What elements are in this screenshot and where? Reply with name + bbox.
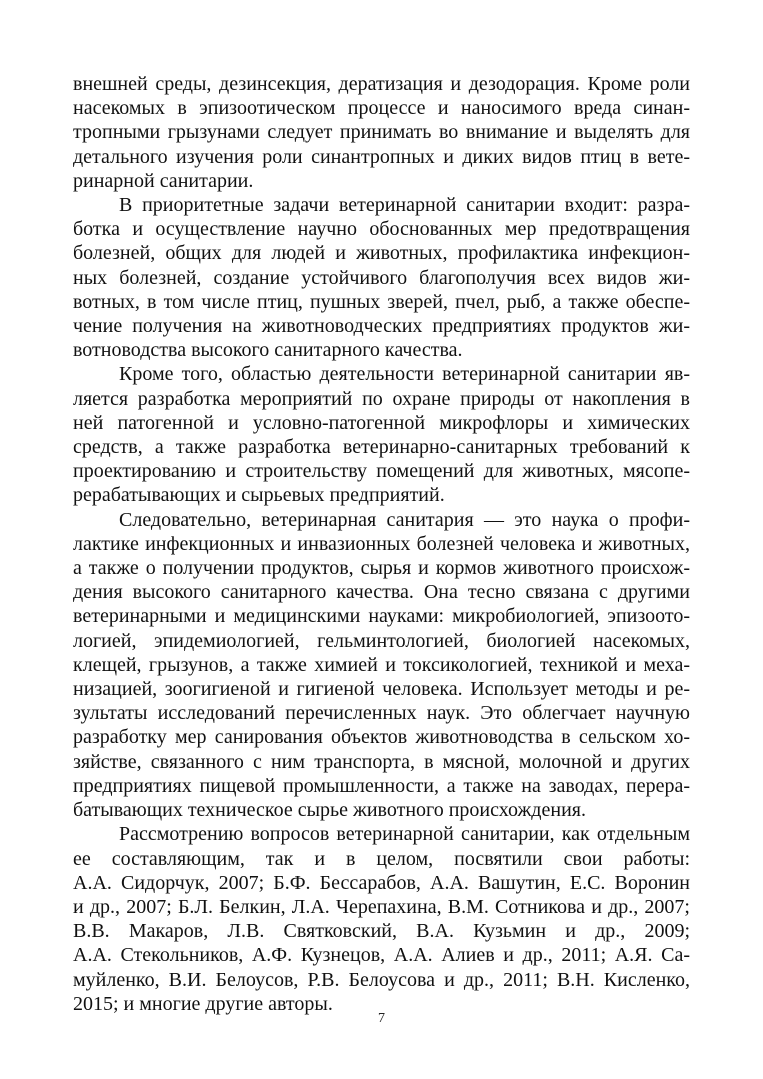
text-line: зяйстве, связанного с ним транспорта, в мясной, молочной и других bbox=[73, 750, 690, 773]
text-line: ветеринарными и медицинскими науками: микробиологией, эпизоото- bbox=[73, 605, 690, 628]
text-line: детального изучения роли синантропных и диких видов птиц в вете- bbox=[73, 145, 690, 168]
page-number: 7 bbox=[378, 1011, 385, 1026]
text-line: ринарной санитарии. bbox=[73, 169, 254, 192]
text-line: ных болезней, создание устойчивого благополучия всех видов жи- bbox=[73, 266, 690, 289]
text-line: 2015; и многие другие авторы. bbox=[73, 992, 333, 1015]
text-line: насекомых в эпизоотическом процессе и наносимого вреда синан- bbox=[73, 97, 690, 120]
text-line: рерабатывающих и сырьевых предприятий. bbox=[73, 484, 445, 507]
text-line: ляется разработка мероприятий по охране природы от накопления в bbox=[73, 387, 690, 410]
text-line: болезней, общих для людей и животных, профилактика инфекцион- bbox=[73, 242, 690, 265]
text-line: лактике инфекционных и инвазионных болезней человека и животных, bbox=[73, 532, 690, 555]
text-line: ее составляющим, так и в целом, посвятили свои работы: bbox=[73, 847, 690, 870]
text-line: батывающих техническое сырье животного происхождения. bbox=[73, 799, 586, 822]
paragraph-2 bbox=[73, 193, 690, 362]
text-line: внешней среды, дезинсекция, дератизация и дезодорация. Кроме роли bbox=[73, 73, 690, 95]
text-line: логией, эпидемиологией, гельминтологией, биологией насекомых, bbox=[73, 629, 690, 652]
paragraph-5 bbox=[73, 822, 690, 1016]
text-line: А.А. Сидорчук, 2007; Б.Ф. Бессарабов, А.А. Вашутин, Е.С. Воронин bbox=[73, 871, 690, 894]
text-line: вотноводства высокого санитарного качества. bbox=[73, 339, 463, 362]
text-line: вотных, в том числе птиц, пушных зверей, пчел, рыб, а также обеспе- bbox=[73, 290, 690, 313]
text-line: Рассмотрению вопросов ветеринарной санитарии, как отдельным bbox=[119, 823, 690, 846]
text-line: и др., 2007; Б.Л. Белкин, Л.А. Черепахина, В.М. Сотникова и др., 2007; bbox=[73, 895, 690, 918]
text-line: А.А. Стекольников, А.Ф. Кузнецов, А.А. Алиев и др., 2011; А.Я. Са- bbox=[73, 944, 690, 967]
text-line: Следовательно, ветеринарная санитария — это наука о профи- bbox=[119, 508, 690, 531]
text-line: разработку мер санирования объектов животноводства в сельском хо- bbox=[73, 726, 690, 749]
text-line: зультаты исследований перечисленных наук. Это облегчает научную bbox=[73, 702, 690, 725]
text-line: В приоритетные задачи ветеринарной санитарии входит: разра- bbox=[119, 194, 690, 217]
text-line: средств, а также разработка ветеринарно-санитарных требований к bbox=[73, 436, 690, 459]
text-line: проектированию и строительству помещений для животных, мясопе- bbox=[73, 460, 690, 483]
text-line: клещей, грызунов, а также химией и токсикологией, техникой и меха- bbox=[73, 653, 690, 676]
text-line: а также о получении продуктов, сырья и кормов животного происхож- bbox=[73, 557, 690, 580]
paragraph-1 bbox=[73, 72, 690, 193]
text-line: дения высокого санитарного качества. Она тесно связана с другими bbox=[73, 581, 690, 604]
text-line: ботка и осуществление научно обоснованных мер предотвращения bbox=[73, 218, 690, 241]
text-line: Кроме того, областью деятельности ветеринарной санитарии яв- bbox=[119, 363, 690, 386]
text-line: тропными грызунами следует принимать во внимание и выделять для bbox=[73, 121, 690, 144]
text-line: ней патогенной и условно-патогенной микрофлоры и химических bbox=[73, 411, 690, 434]
text-line: низацией, зоогигиеной и гигиеной человека. Использует методы и ре- bbox=[73, 678, 690, 701]
text-line: муйленко, В.И. Белоусов, Р.В. Белоусова и др., 2011; В.Н. Кисленко, bbox=[73, 968, 690, 991]
page-body bbox=[73, 72, 690, 1016]
text-line: предприятиях пищевой промышленности, а также на заводах, перера- bbox=[73, 774, 690, 797]
paragraph-3 bbox=[73, 362, 690, 507]
paragraph-4 bbox=[73, 508, 690, 823]
text-line: В.В. Макаров, Л.В. Святковский, В.А. Кузьмин и др., 2009; bbox=[73, 920, 690, 943]
text-line: чение получения на животноводческих предприятиях продуктов жи- bbox=[73, 315, 690, 338]
